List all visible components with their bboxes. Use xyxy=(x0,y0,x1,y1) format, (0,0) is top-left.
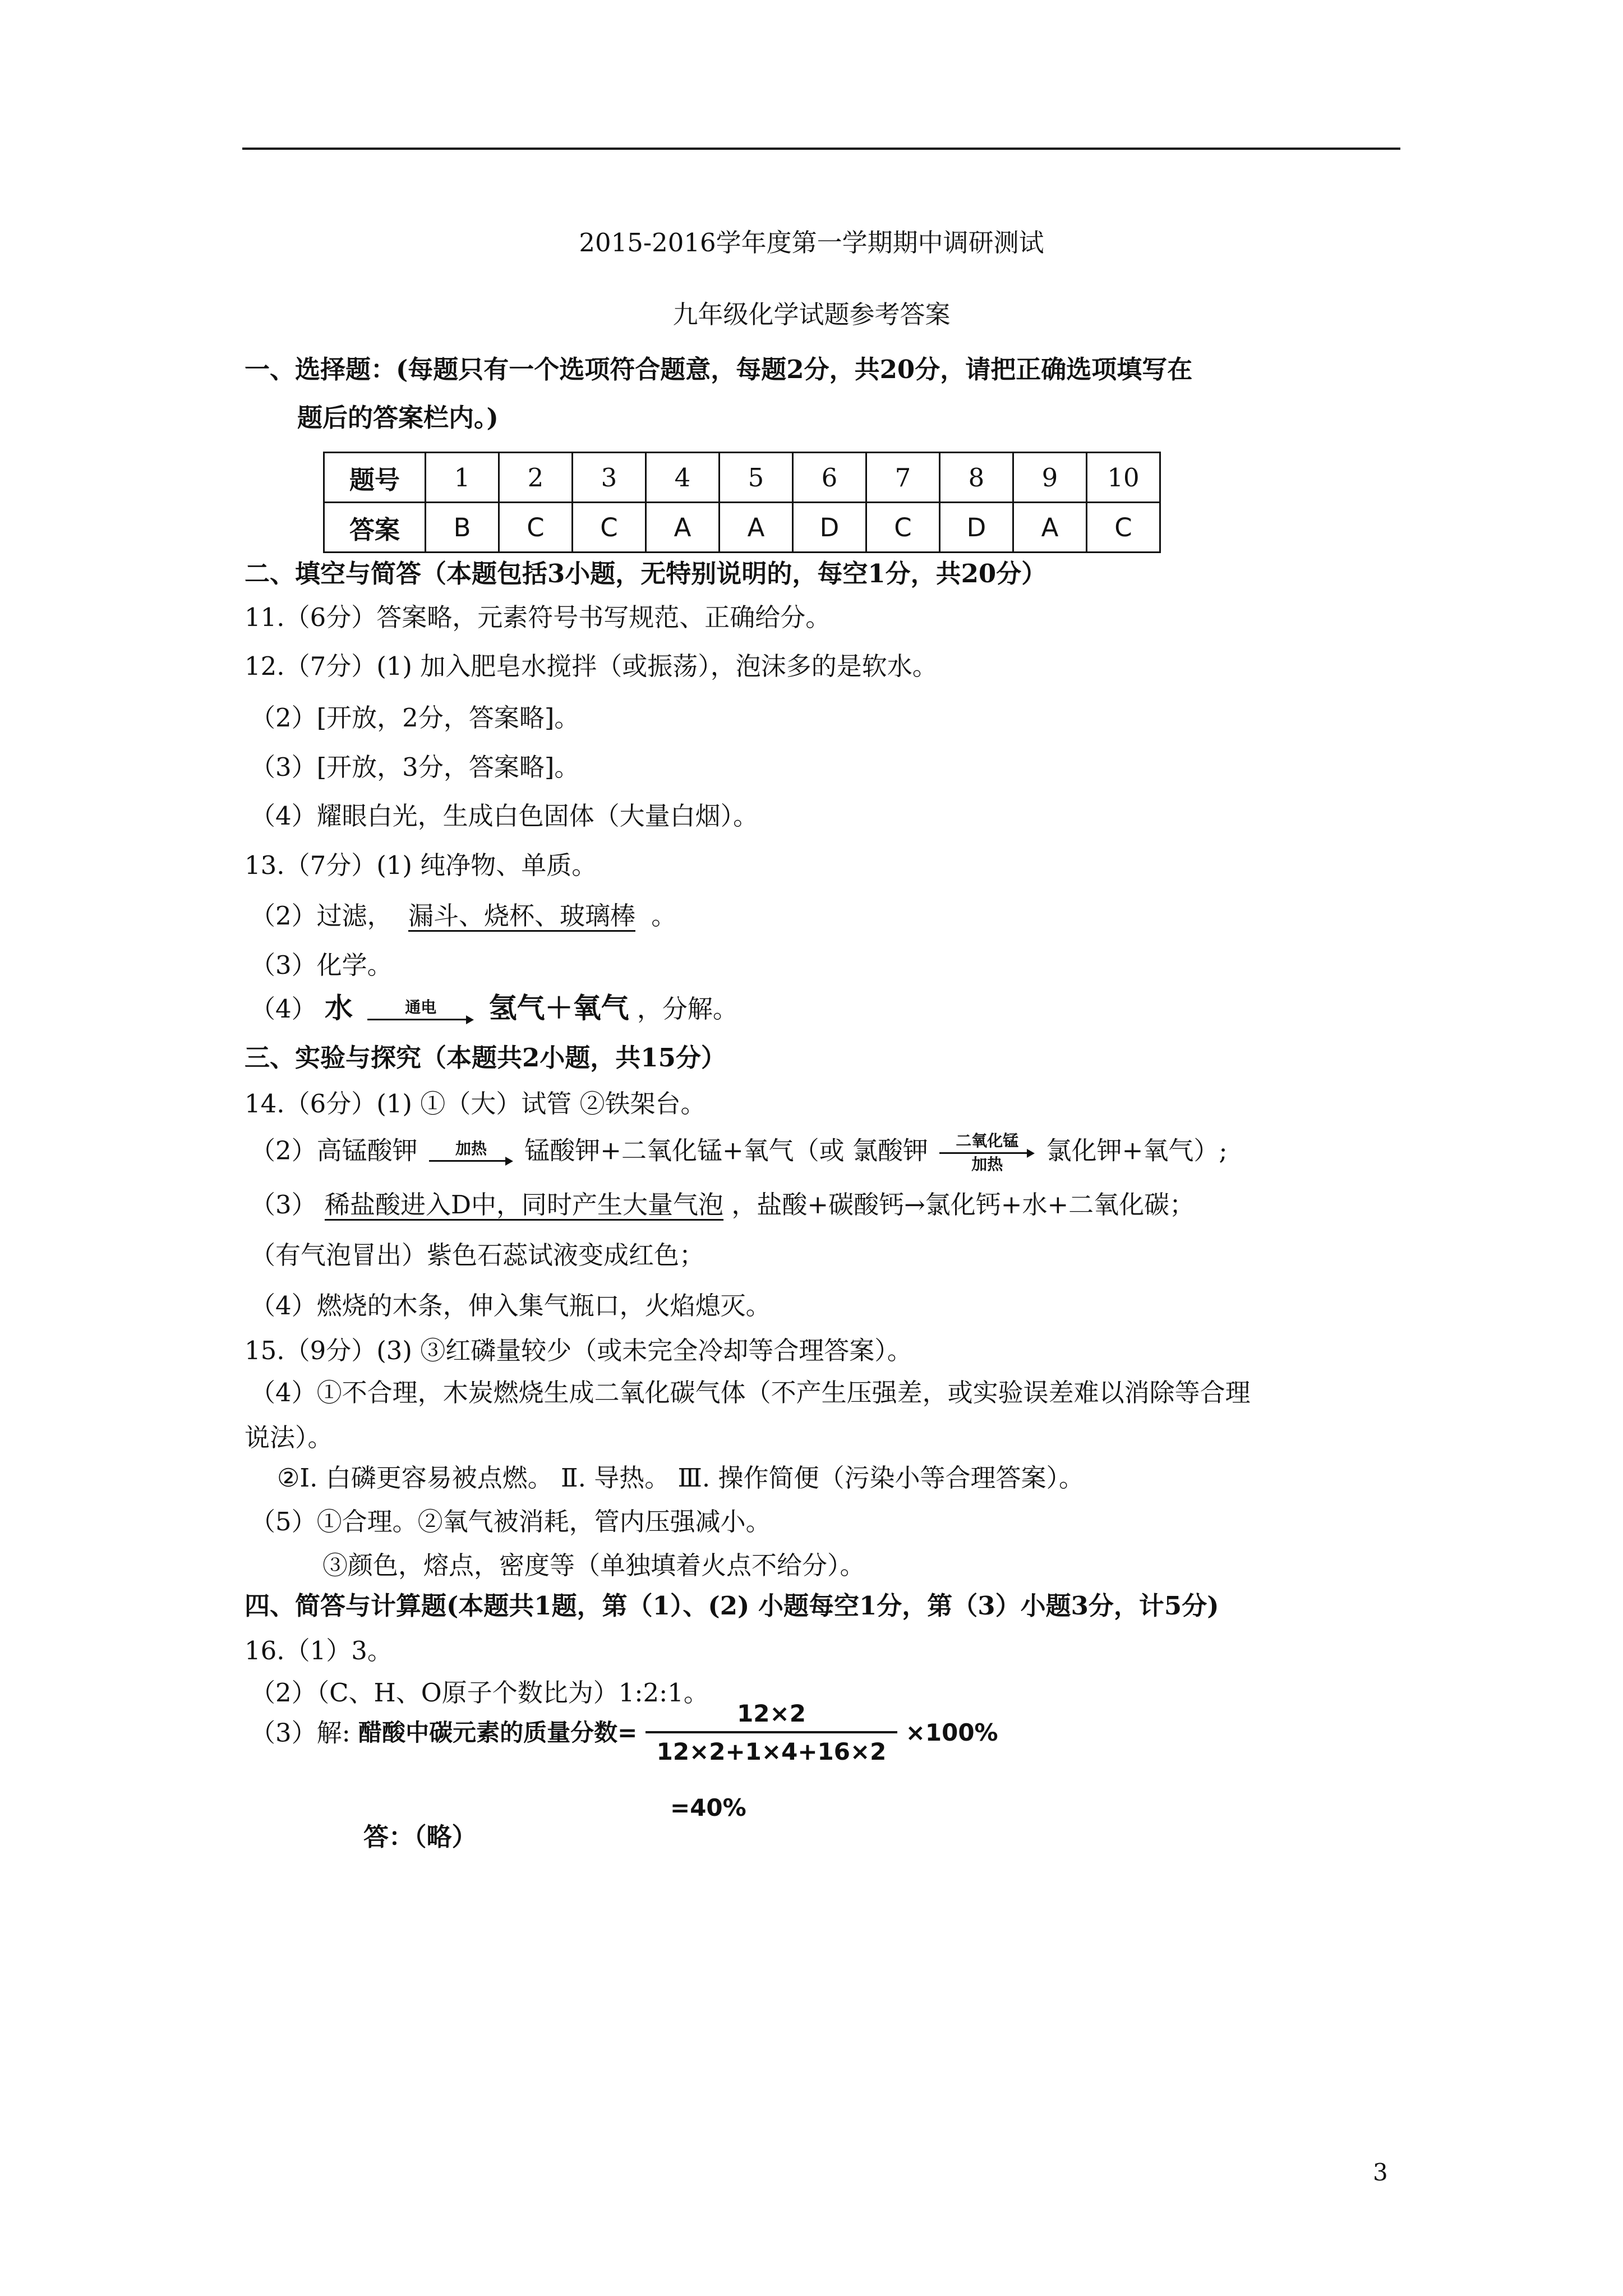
answer-cell: C xyxy=(573,503,646,553)
answer-cell: C xyxy=(499,503,573,553)
q14-part3-prefix: （3） xyxy=(250,1190,317,1220)
q14-part2-c: 氯化钾+氧气）; xyxy=(1046,1135,1228,1166)
question-number: 7 xyxy=(866,453,940,503)
q13-part4-suffix: ，分解。 xyxy=(637,994,738,1024)
q15-part4-line3: ②Ⅰ. 白磷更容易被点燃。 Ⅱ. 导热。 Ⅲ. 操作简便（污染小等合理答案）。 xyxy=(277,1463,1085,1493)
answer-table-number-row xyxy=(324,453,1160,503)
formula-denominator: 12×2+1×4+16×2 xyxy=(645,1731,898,1766)
q13-part2-suffix: 。 xyxy=(651,901,677,931)
question-number: 8 xyxy=(940,453,1013,503)
q14-part4: （4）燃烧的木条，伸入集气瓶口，火焰熄灭。 xyxy=(250,1291,771,1320)
arrow-condition-electrolysis: 通电 xyxy=(405,997,437,1016)
q14-part2-b: 锰酸钾+二氧化锰+氧气（或 氯酸钾 xyxy=(524,1135,928,1166)
section1-heading-line1: 一、选择题：(每题只有一个选项符合题意，每题2分，共20分，请把正确选项填写在 xyxy=(245,355,1193,384)
question-number: 6 xyxy=(793,453,866,503)
q14-part2 xyxy=(250,1133,1227,1172)
q14-part3-suffix: ，盐酸+碳酸钙→氯化钙+水+二氧化碳； xyxy=(731,1190,1195,1220)
question-number: 9 xyxy=(1013,453,1087,503)
q15-part5-line1: （5）①合理。②氧气被消耗，管内压强减小。 xyxy=(250,1507,771,1536)
q14-part3-underlined: 稀盐酸进入D中，同时产生大量气泡 xyxy=(324,1190,724,1220)
reaction-arrow xyxy=(939,1133,1035,1172)
q16-result: =40% xyxy=(670,1794,746,1821)
formula-percent-factor: ×100% xyxy=(905,1719,998,1747)
q15-part3: 15.（9分）(3) ③红磷量较少（或未完全冷却等合理答案）。 xyxy=(245,1336,912,1365)
products-hydrogen-oxygen: 氢气＋氧气 xyxy=(488,991,629,1024)
answer-note: 答：（略） xyxy=(363,1822,477,1852)
reaction-arrow xyxy=(429,1141,513,1165)
answer-cell: A xyxy=(720,503,793,553)
q16-part1: 16.（1）3。 xyxy=(245,1636,393,1665)
q13-part4-prefix: （4） xyxy=(250,994,317,1024)
arrow-shaft xyxy=(429,1157,513,1165)
q14-part1: 14.（6分）(1) ①（大）试管 ②铁架台。 xyxy=(245,1089,706,1119)
question-number: 1 xyxy=(426,453,499,503)
q15-part4-line2: 说法）。 xyxy=(245,1423,333,1452)
q13-part4 xyxy=(250,991,738,1024)
q14-part2-a: （2）高锰酸钾 xyxy=(250,1135,418,1166)
q13-part3: （3）化学。 xyxy=(250,950,393,980)
answer-cell: C xyxy=(866,503,940,553)
q14-part3-line2: （有气泡冒出）紫色石蕊试液变成红色； xyxy=(250,1240,705,1270)
answer-table xyxy=(323,452,1161,553)
q16-part3-prefix: （3）解: xyxy=(250,1718,351,1748)
q12-part3: （3）[开放，3分，答案略]。 xyxy=(250,752,580,782)
answer-cell: D xyxy=(793,503,866,553)
reaction-arrow xyxy=(367,997,474,1023)
page-subtitle: 九年级化学试题参考答案 xyxy=(672,300,951,329)
q15-part4-line1: （4）①不合理，木炭燃烧生成二氧化碳气体（不产生压强差，或实验误差难以消除等合理 xyxy=(250,1378,1251,1407)
answer-table-answer-row xyxy=(324,503,1160,553)
page-number: 3 xyxy=(1373,2159,1388,2186)
answer-cell: B xyxy=(426,503,499,553)
question-number: 4 xyxy=(646,453,720,503)
arrow-shaft xyxy=(939,1149,1035,1157)
q16-part3-label: 醋酸中碳元素的质量分数= xyxy=(358,1719,638,1747)
q13-part1: 13.（7分）(1) 纯净物、单质。 xyxy=(245,850,597,880)
arrow-condition-heat: 加热 xyxy=(971,1155,1003,1174)
arrow-shaft xyxy=(367,1015,474,1023)
answer-cell: D xyxy=(940,503,1013,553)
arrow-condition-catalyst: 二氧化锰 xyxy=(956,1131,1019,1150)
section4-heading: 四、简答与计算题(本题共1题，第（1）、(2) 小题每空1分，第（3）小题3分，计5分) xyxy=(245,1591,1219,1621)
arrow-condition-heat: 加热 xyxy=(455,1139,487,1158)
q12-part4: （4）耀眼白光，生成白色固体（大量白烟）。 xyxy=(250,801,759,831)
q11-answer: 11.（6分）答案略，元素符号书写规范、正确给分。 xyxy=(245,602,831,632)
section2-heading: 二、填空与简答（本题包括3小题，无特别说明的，每空1分，共20分） xyxy=(245,559,1047,588)
mass-fraction-formula xyxy=(645,1700,898,1766)
answer-cell: C xyxy=(1087,503,1160,553)
q12-part2: （2）[开放，2分，答案略]。 xyxy=(250,703,580,733)
q13-part2-underlined: 漏斗、烧杯、玻璃棒 xyxy=(408,901,635,931)
question-number: 10 xyxy=(1087,453,1160,503)
q13-part2-prefix: （2）过滤， xyxy=(250,901,393,931)
row-label-question: 题号 xyxy=(324,453,426,503)
q12-part1: 12.（7分）(1) 加入肥皂水搅拌（或振荡），泡沫多的是软水。 xyxy=(245,651,938,681)
section3-heading: 三、实验与探究（本题共2小题，共15分） xyxy=(245,1043,726,1073)
section1-heading-line2: 题后的答案栏内。) xyxy=(297,403,499,432)
q14-part3 xyxy=(250,1190,1195,1220)
q13-part2 xyxy=(250,901,677,931)
formula-numerator: 12×2 xyxy=(737,1700,806,1727)
q15-part5-line2: ③颜色，熔点，密度等（单独填着火点不给分）。 xyxy=(322,1550,865,1580)
header-rule xyxy=(242,148,1400,150)
page-title: 2015-2016学年度第一学期期中调研测试 xyxy=(579,228,1044,257)
reactant-water: 水 xyxy=(324,991,353,1024)
q16-part2: （2）（C、H、O原子个数比为）1:2:1。 xyxy=(250,1678,709,1708)
q16-part3 xyxy=(250,1700,998,1766)
row-label-answer: 答案 xyxy=(324,503,426,553)
answer-cell: A xyxy=(646,503,720,553)
question-number: 3 xyxy=(573,453,646,503)
question-number: 5 xyxy=(720,453,793,503)
answer-cell: A xyxy=(1013,503,1087,553)
question-number: 2 xyxy=(499,453,573,503)
